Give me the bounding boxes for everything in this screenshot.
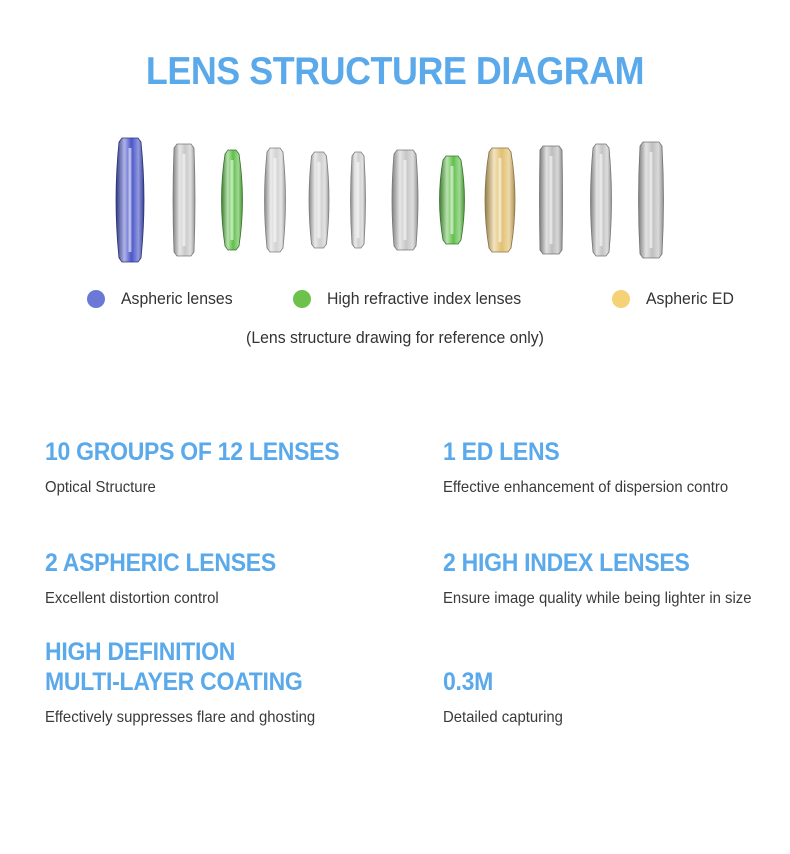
legend-label: Aspheric ED [646,289,734,308]
page-title: LENS STRUCTURE DIAGRAM [145,50,645,93]
lens-highlight [274,158,277,242]
feature-description: Effective enhancement of dispersion contro [443,479,729,496]
feature-ed-lens [443,437,783,497]
feature-groups [45,437,385,497]
lens-highlight [129,148,132,252]
lens-highlight [183,154,186,246]
reference-note: (Lens structure drawing for reference only) [246,328,544,347]
lens-highlight [499,158,502,242]
lens-highlight [600,154,603,246]
feature-heading-line-2: MULTI-LAYER COATING [45,668,303,696]
lens-highlight [318,162,321,238]
legend-label: High refractive index lenses [327,289,522,308]
feature-heading-line-1: HIGH DEFINITION [45,638,236,666]
legend-item-high-index [293,286,536,312]
feature-aspheric [45,548,385,608]
feature-heading: 1 ED LENS [443,438,560,466]
feature-coating [45,637,385,727]
high-index-dot-icon [293,290,311,308]
feature-resolution [443,667,783,727]
aspheric-ed-dot-icon [612,290,630,308]
feature-high-index [443,548,783,608]
legend-label: Aspheric lenses [121,289,233,308]
legend-item-aspheric [87,286,241,312]
feature-description: Ensure image quality while being lighter in size [443,590,752,607]
legend-item-aspheric-ed [612,286,740,312]
feature-heading: 2 ASPHERIC LENSES [45,549,276,577]
lens-highlight [650,152,653,248]
lens-highlight [550,156,553,244]
feature-description: Optical Structure [45,479,156,496]
feature-heading: 10 GROUPS OF 12 LENSES [45,438,340,466]
lens-highlight [404,160,407,240]
lens-highlight [231,160,234,240]
feature-heading: 0.3M [443,668,494,696]
aspheric-dot-icon [87,290,105,308]
lens-highlight [451,166,454,234]
feature-heading: 2 HIGH INDEX LENSES [443,549,690,577]
feature-description: Detailed capturing [443,709,563,726]
feature-description: Excellent distortion control [45,590,219,607]
lens-elements-illustration [0,130,790,270]
feature-description: Effectively suppresses flare and ghosting [45,709,316,726]
lens-highlight [357,162,360,238]
